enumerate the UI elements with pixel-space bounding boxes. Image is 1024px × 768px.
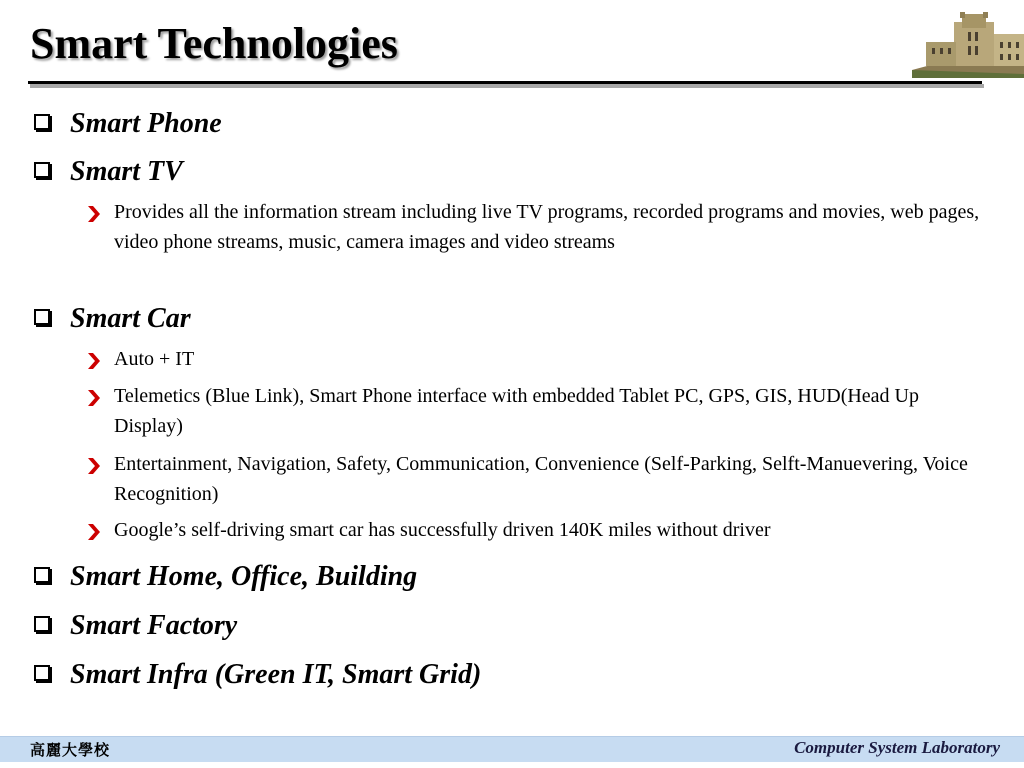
bullet-smart-car: [34, 299, 191, 339]
bullet-smart-home: [34, 557, 417, 597]
bullet-smart-tv: [34, 152, 183, 192]
sub-bullet-smart-car-3: [86, 449, 991, 509]
red-chevron-icon: [86, 387, 102, 409]
footer-bar: [0, 736, 1024, 762]
sub-bullet-text: Telemetics (Blue Link), Smart Phone interface with embedded Tablet PC, GPS, GIS, HUD(Head Up Display): [114, 385, 919, 437]
bullet-smart-factory: [34, 606, 237, 646]
title-rule-shadow: [30, 84, 984, 88]
bullet-label: Smart Factory: [70, 610, 238, 641]
sub-bullet-smart-car-2: [86, 381, 991, 441]
hollow-square-icon: [34, 162, 50, 178]
sub-bullet-text: Google’s self-driving smart car has successfully driven 140K miles without driver: [114, 519, 771, 541]
title-rule: [28, 81, 982, 84]
university-building-icon: [912, 12, 1024, 78]
sub-bullet-text: Auto + IT: [114, 348, 195, 370]
hollow-square-icon: [34, 309, 50, 325]
sub-bullet-smart-car-1: [86, 344, 991, 374]
bullet-label: Smart TV: [70, 156, 183, 187]
slide-title: Smart Technologies: [30, 19, 398, 68]
hollow-square-icon: [34, 114, 50, 130]
footer-university-name: 高麗大學校: [30, 743, 111, 759]
hollow-square-icon: [34, 616, 50, 632]
bullet-label: Smart Home, Office, Building: [70, 561, 418, 592]
bullet-label: Smart Infra (Green IT, Smart Grid): [70, 659, 482, 690]
hollow-square-icon: [34, 567, 50, 583]
hollow-square-icon: [34, 665, 50, 681]
red-chevron-icon: [86, 203, 102, 225]
bullet-smart-infra: [34, 655, 481, 695]
footer-lab-name: Computer System Laboratory: [794, 738, 1000, 757]
sub-bullet-text: Entertainment, Navigation, Safety, Communication, Convenience (Self-Parking, Selft-Manuevering, Voice Recognition): [114, 453, 968, 505]
bullet-label: Smart Phone: [70, 108, 222, 139]
bullet-label: Smart Car: [70, 303, 191, 334]
bullet-smart-phone: [34, 104, 222, 144]
red-chevron-icon: [86, 521, 102, 543]
sub-bullet-text: Provides all the information stream including live TV programs, recorded programs and movies, web pages, video phone streams, music, camera images and video streams: [114, 201, 980, 253]
sub-bullet-smart-car-4: [86, 515, 991, 545]
red-chevron-icon: [86, 350, 102, 372]
red-chevron-icon: [86, 455, 102, 477]
sub-bullet-smart-tv-1: [86, 197, 991, 257]
